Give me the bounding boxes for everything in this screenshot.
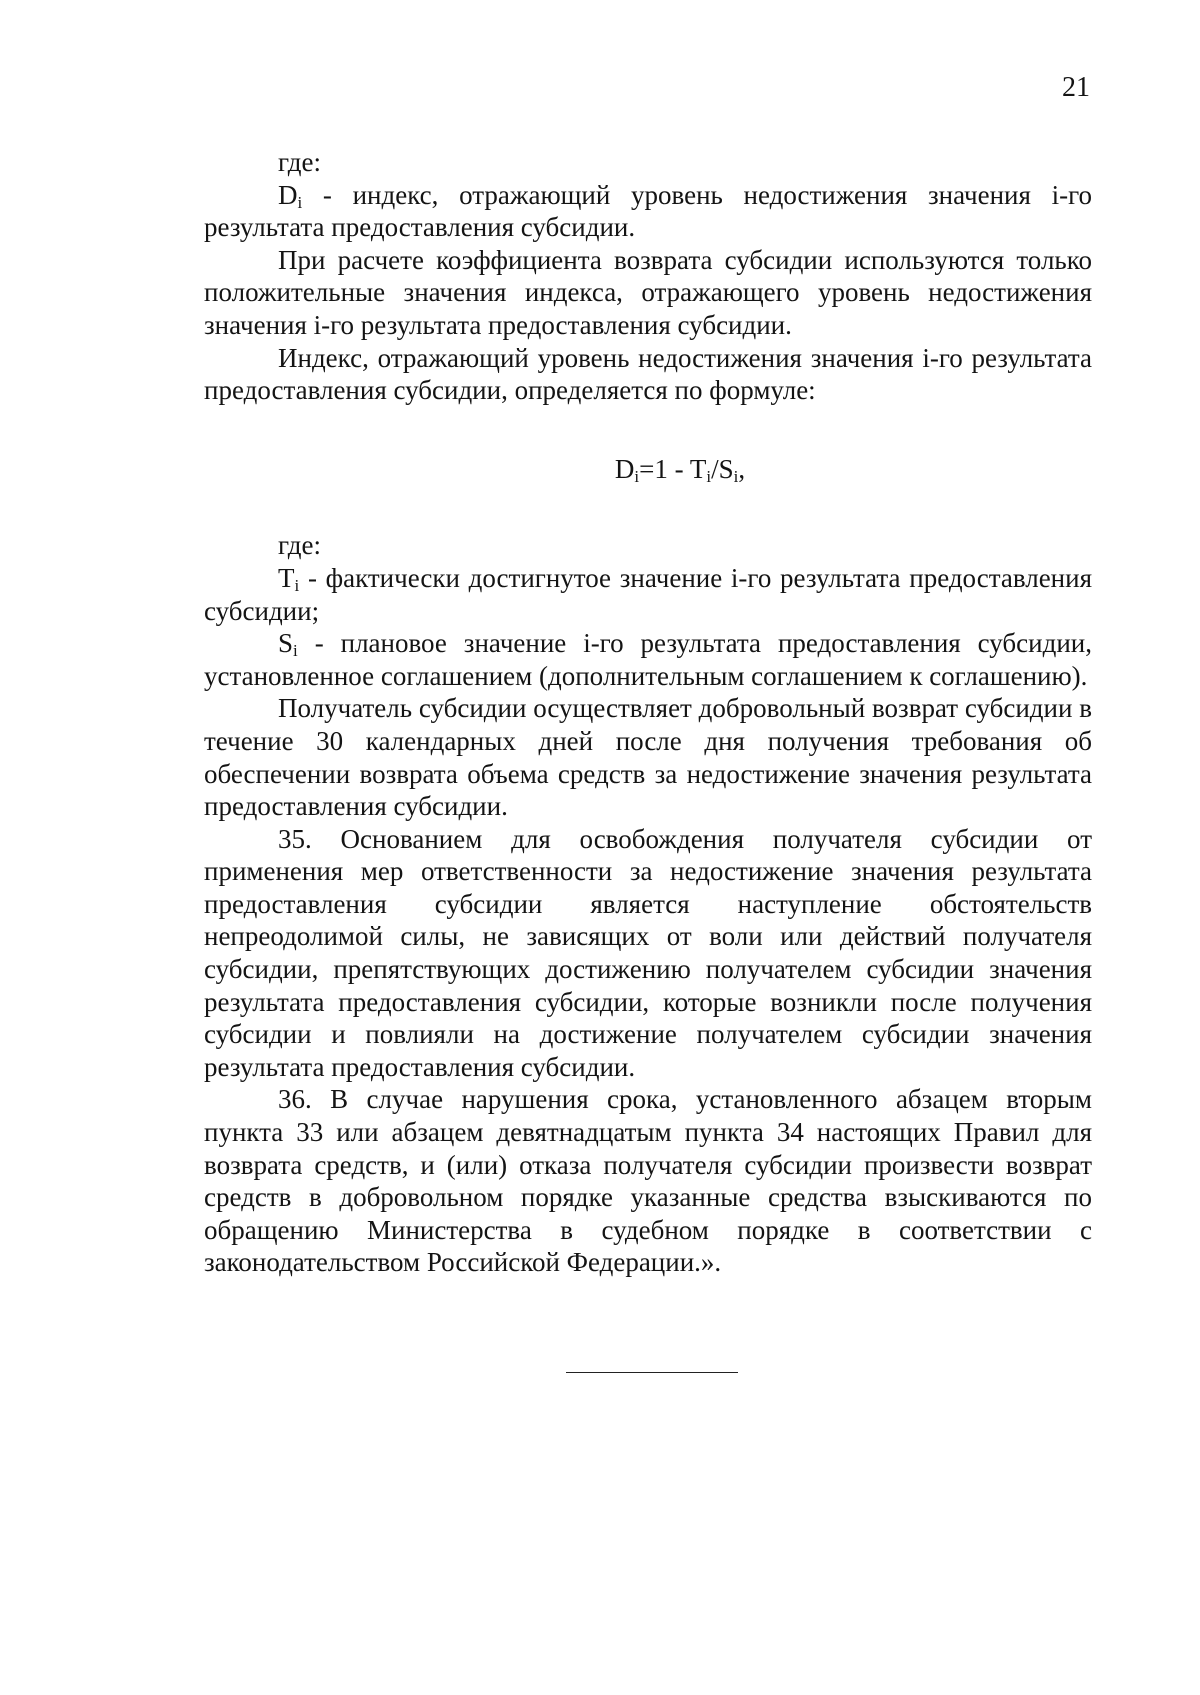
- definition-ti: [204, 562, 1092, 627]
- definition-di: [204, 179, 1092, 244]
- formula-di: [204, 453, 1092, 486]
- paragraph-voluntary-return: Получатель субсидии осуществляет добровольный возврат субсидии в течение 30 календарных дней после дня получения требования об обеспечении возврата объема средств за недостижение значения результата предоставления субсидии.: [204, 693, 1092, 822]
- where-label-1: где:: [278, 147, 321, 177]
- paragraph-positive-values: При расчете коэффициента возврата субсидии используются только положительные значения индекса, отражающего уровень недостижения значения i-го результата предоставления субсидии.: [204, 244, 1092, 340]
- paragraph-index-formula-intro: Индекс, отражающий уровень недостижения значения i-го результата предоставления субсидии, определяется по формуле:: [204, 342, 1092, 406]
- document-body: [204, 146, 1092, 1279]
- definition-ti-text: - фактически достигнутое значение i-го результата предоставления субсидии;: [204, 562, 1092, 626]
- subscript-i: i: [293, 641, 298, 661]
- where-label-2: где:: [278, 530, 321, 561]
- formula-s-subscript: i: [733, 466, 739, 486]
- paragraph-35: 35. Основанием для освобождения получателя субсидии от применения мер ответственности за недостижение значения результата предоставления субсидии является наступление обстоятельств непреодолимой силы, не зависящих от воли или действий получателя субсидии, препятствующих достижению получателем субсидии значения результата предоставления субсидии, которые возникли после получения субсидии и повлияли на достижение получателем субсидии значения результата предоставления субсидии.: [204, 823, 1092, 1082]
- symbol-s: S: [278, 628, 294, 659]
- symbol-d: D: [278, 179, 298, 210]
- formula-mid: =1 - T: [639, 453, 707, 484]
- subscript-i: i: [297, 192, 303, 212]
- definition-si-text: - плановое значение i-го результата предоставления субсидии, установленное соглашением (дополнительным соглашением к соглашению).: [204, 628, 1092, 691]
- symbol-t: T: [278, 562, 295, 593]
- end-of-document-rule: [566, 1372, 738, 1373]
- subscript-i: i: [294, 575, 300, 595]
- formula-d-subscript: i: [634, 466, 640, 486]
- formula-slash: /S: [711, 453, 734, 484]
- formula-tail: ,: [738, 453, 746, 484]
- formula-t-subscript: i: [706, 466, 712, 486]
- paragraph-36: 36. В случае нарушения срока, установленного абзацем вторым пункта 33 или абзацем девятнадцатым пункта 34 настоящих Правил для возврата средств, и (или) отказа получателя субсидии произвести возврат средств в добровольном порядке указанные средства взыскиваются по обращению Министерства в судебном порядке в соответствии с законодательством Российской Федерации.».: [204, 1084, 1092, 1278]
- formula-d: D: [614, 453, 635, 484]
- page-number: 21: [1062, 72, 1090, 103]
- definition-di-text: - индекс, отражающий уровень недостижения значения i-го результата предоставления субсидии.: [204, 179, 1092, 243]
- definition-si: [204, 627, 1092, 692]
